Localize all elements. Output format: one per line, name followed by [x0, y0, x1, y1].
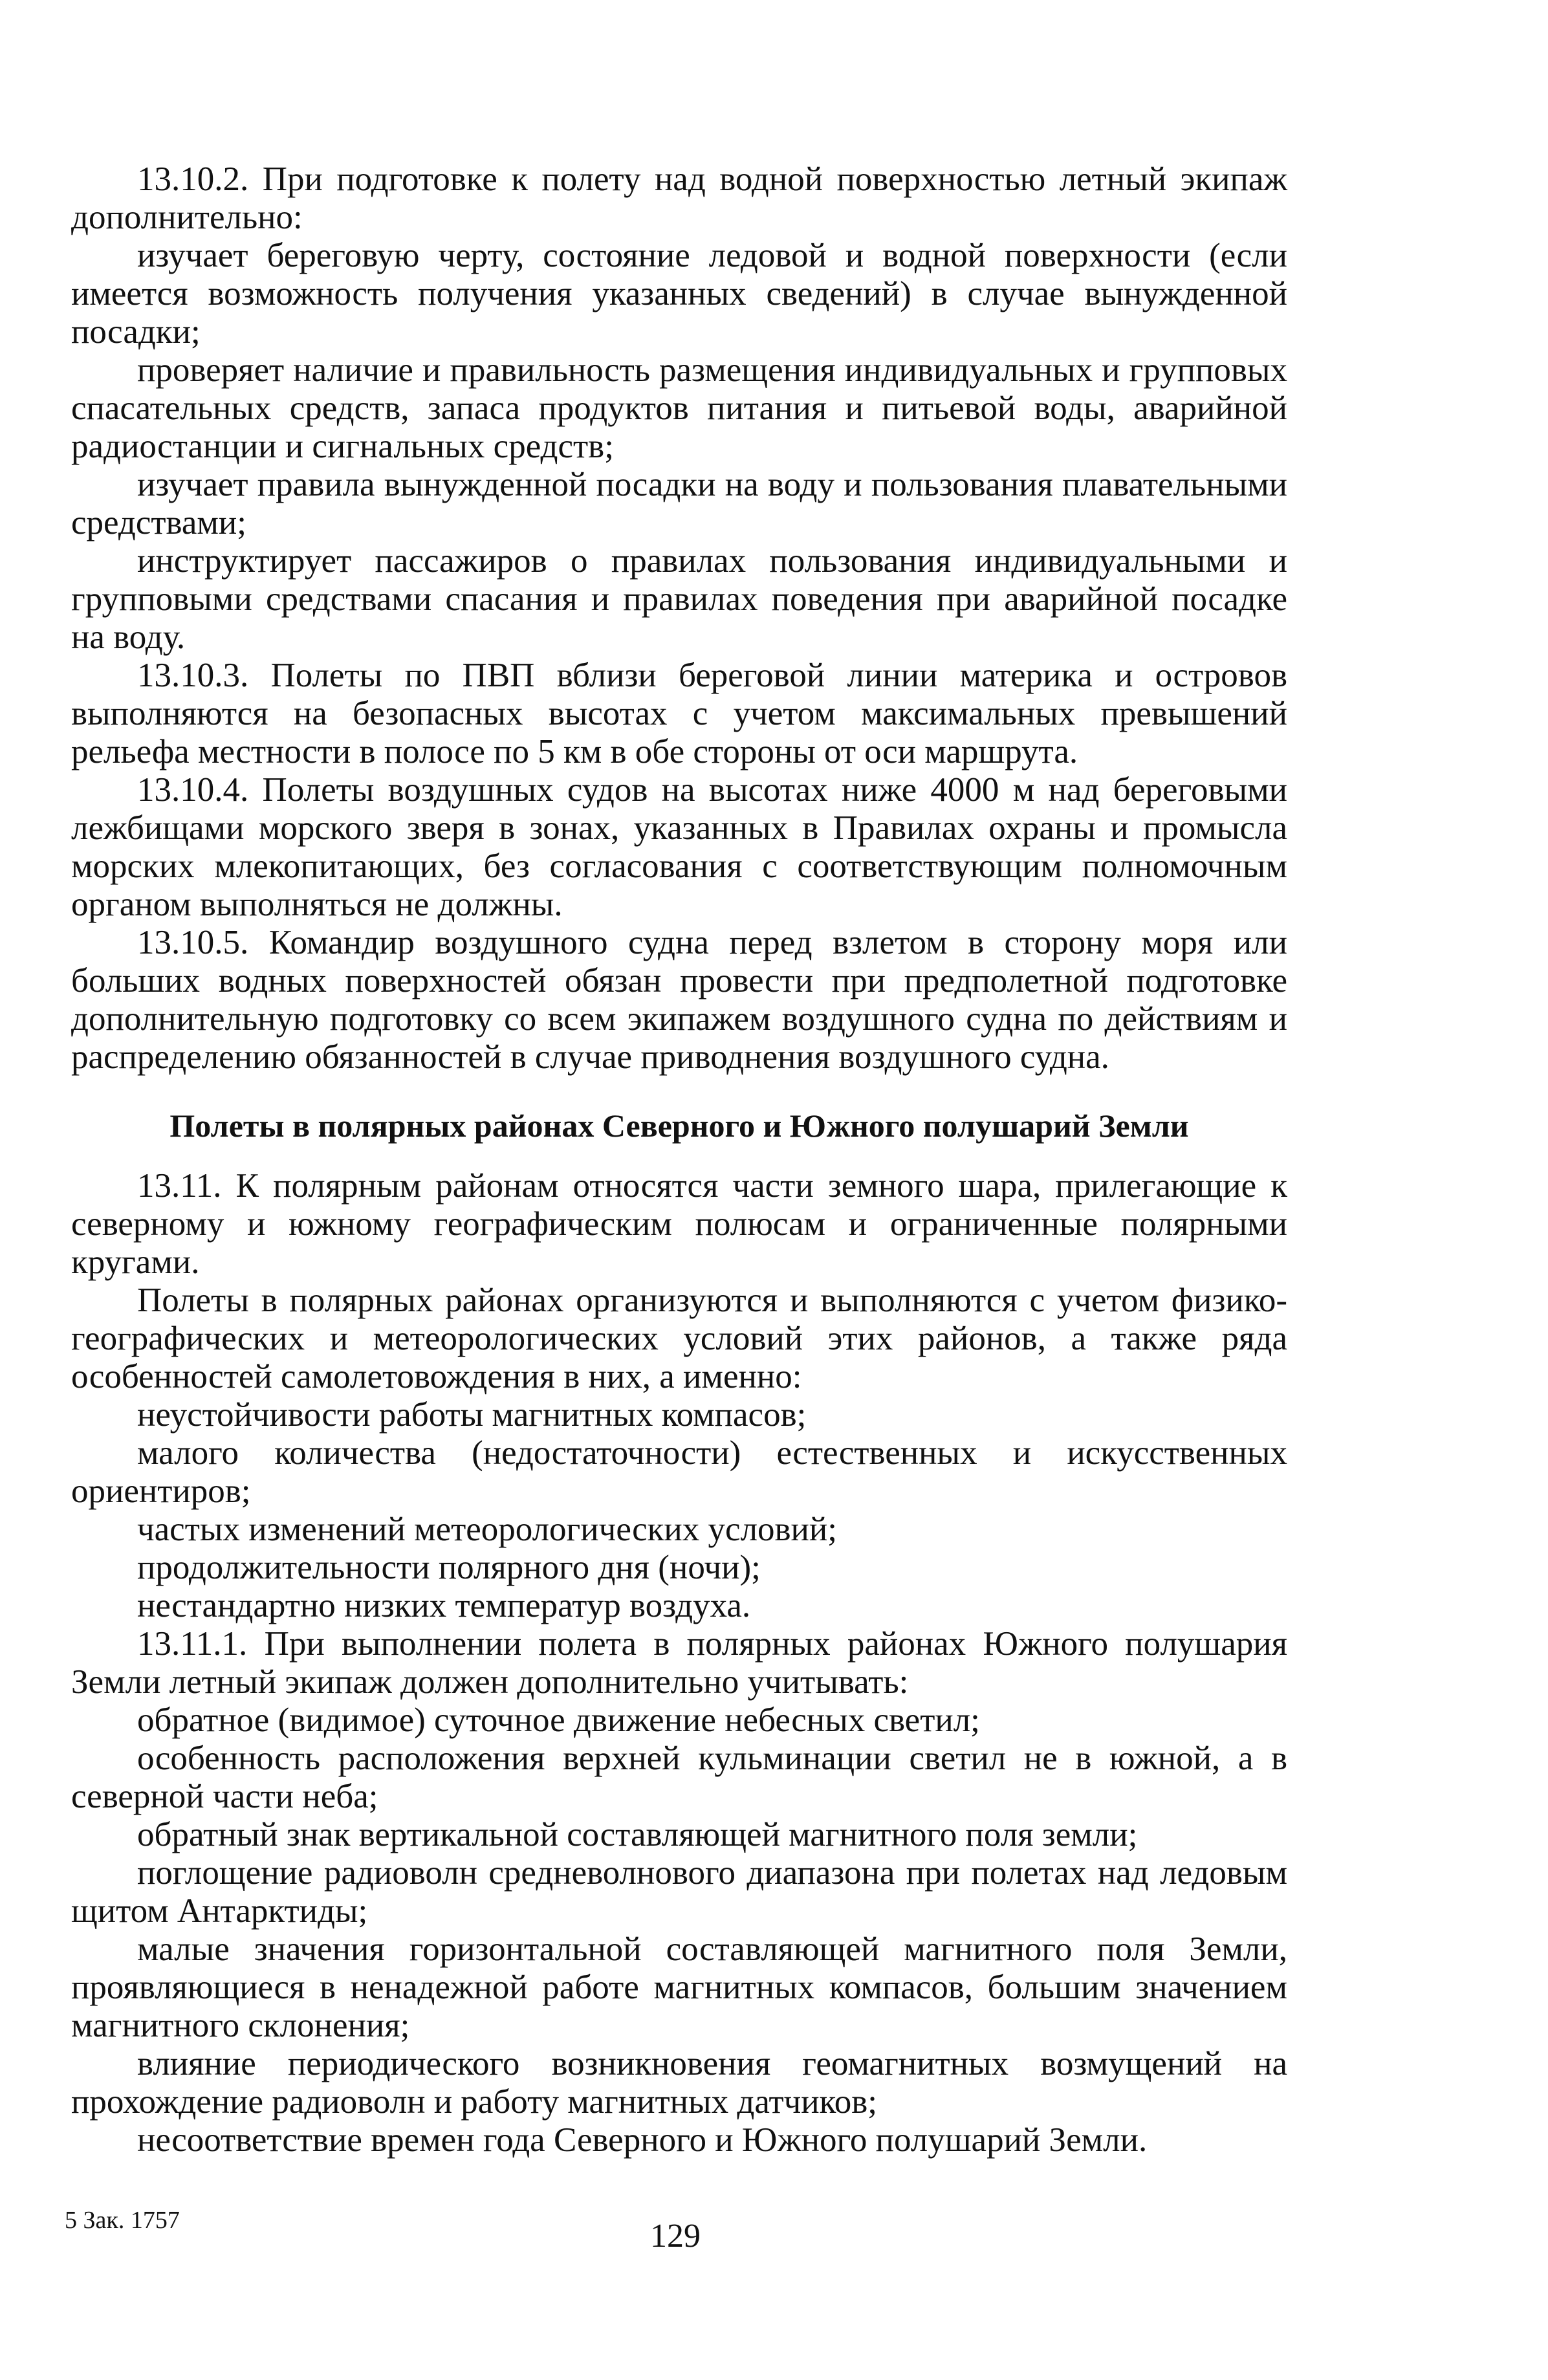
section-water-flights	[71, 160, 1287, 1076]
paragraph: поглощение радиоволн средневолнового диапазона при полетах над ледовым щитом Антарктиды;	[71, 1854, 1287, 1930]
paragraph: обратный знак вертикальной составляющей магнитного поля земли;	[137, 1816, 1138, 1853]
paragraph: продолжительности полярного дня (ночи);	[137, 1549, 761, 1586]
printer-signature-note: 5 Зак. 1757	[65, 2207, 180, 2234]
page-number: 129	[650, 2218, 701, 2254]
section-polar-flights	[71, 1167, 1287, 2159]
paragraph: частых изменений метеорологических условий;	[137, 1511, 837, 1548]
paragraph: неустойчивости работы магнитных компасов;	[137, 1396, 807, 1434]
paragraph: проверяет наличие и правильность размещения индивидуальных и групповых спасательных средств, запаса продуктов питания и питьевой воды, аварийной радиостанции и сигнальных средств;	[71, 351, 1287, 465]
paragraph: Полеты в полярных районах организуются и выполняются с учетом физико-географических и метеорологических условий этих районов, а также ряда особенностей самолетовождения в них, а именно:	[71, 1282, 1287, 1395]
paragraph: малые значения горизонтальной составляющей магнитного поля Земли, проявляющиеся в ненадежной работе магнитных компасов, большим значением магнитного склонения;	[71, 1930, 1287, 2044]
paragraph: 13.10.3. Полеты по ПВП вблизи береговой линии материка и островов выполняются на безопасных высотах с учетом максимальных превышений рельефа местности в полосе по 5 км в обе стороны от оси маршрута.	[71, 657, 1287, 770]
paragraph: 13.10.4. Полеты воздушных судов на высотах ниже 4000 м над береговыми лежбищами морского зверя в зонах, указанных в Правилах охраны и промысла морских млекопитающих, без согласования с соответствующим полномочным органом выполняться не должны.	[71, 771, 1287, 923]
paragraph: особенность расположения верхней кульминации светил не в южной, а в северной части неба;	[71, 1740, 1287, 1815]
section-heading: Полеты в полярных районах Северного и Южного полушарий Земли	[169, 1108, 1189, 1144]
paragraph: малого количества (недостаточности) естественных и искусственных ориентиров;	[71, 1434, 1287, 1510]
paragraph: 13.10.5. Командир воздушного судна перед взлетом в сторону моря или больших водных поверхностей обязан провести при предполетной подготовке дополнительную подготовку со всем экипажем воздушного судна по действиям и распределению обязанностей в случае приводнения воздушного судна.	[71, 924, 1287, 1076]
paragraph: несоответствие времен года Северного и Южного полушарий Земли.	[137, 2121, 1148, 2159]
page-body	[71, 160, 1287, 2159]
paragraph: изучает береговую черту, состояние ледовой и водной поверхности (если имеется возможность получения указанных сведений) в случае вынужденной посадки;	[71, 237, 1287, 351]
paragraph: инструктирует пассажиров о правилах пользования индивидуальными и групповыми средствами спасания и правилах поведения при аварийной посадке на воду.	[71, 542, 1287, 656]
paragraph: влияние периодического возникновения геомагнитных возмущений на прохождение радиоволн и работу магнитных датчиков;	[71, 2045, 1287, 2121]
paragraph: 13.11.1. При выполнении полета в полярных районах Южного полушария Земли летный экипаж должен дополнительно учитывать:	[71, 1625, 1287, 1701]
paragraph: 13.10.2. При подготовке к полету над водной поверхностью летный экипаж дополнительно:	[71, 160, 1287, 236]
paragraph: изучает правила вынужденной посадки на воду и пользования плавательными средствами;	[71, 466, 1287, 541]
paragraph: 13.11. К полярным районам относятся части земного шара, прилегающие к северному и южному географическим полюсам и ограниченные полярными кругами.	[71, 1167, 1287, 1281]
paragraph: нестандартно низких температур воздуха.	[137, 1587, 751, 1624]
paragraph: обратное (видимое) суточное движение небесных светил;	[137, 1701, 980, 1739]
